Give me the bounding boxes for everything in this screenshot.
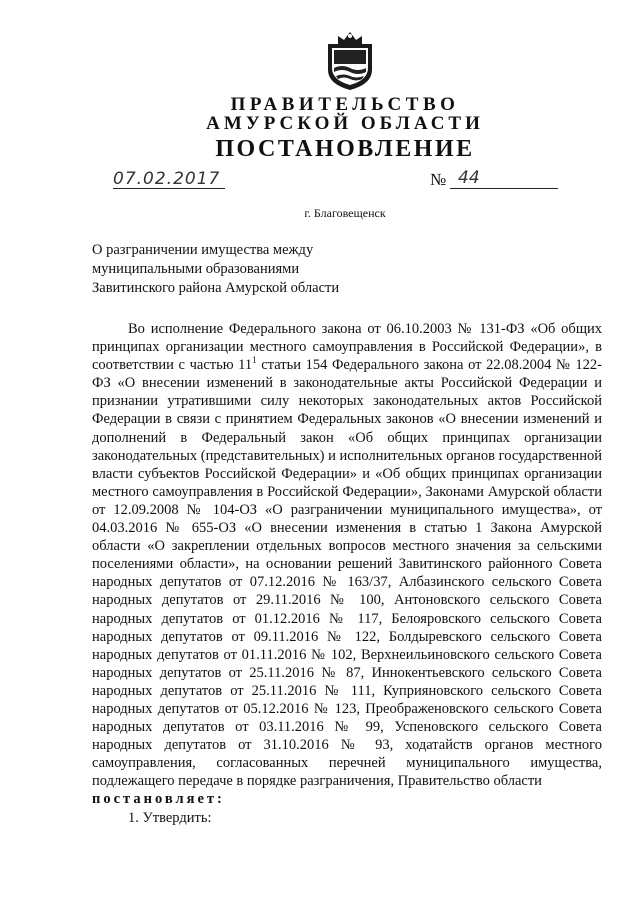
- preamble-text-1: Во исполнение Федерального закона от 06.10.2003 № 131-ФЗ «Об общих принципах организации местного самоуправления в Российской Федерации», в соответствии с частью 11: [92, 321, 602, 374]
- preamble-text-2: статьи 154 Федерального закона от 22.08.2004 № 122-ФЗ «О внесении изменений в законодательные акты Российской Федерации и признании утратившими силу некоторых законодательных актов Российской Федерации в связи с принятием Федеральных законов «О внесении изменений и дополнений в Федеральный закон «Об общих принципах организации законодательных (представительных) и исполнительных органов государственной власти субъектов Российской Федерации» и «Об общих принципах организации местного самоуправления в Российской Федерации», Законами Амурской области от 12.09.2008 № 104-ОЗ «О разграничении муниципального имущества», от 04.03.2016 № 655-ОЗ «О внесении изменения в статью 1 Закона Амурской области «О закреплении отдельных вопросов местного значения за сельскими поселениями области», на основании решений Завитинского районного Совета народных депутатов от 07.12.2016 № 163/37, Албазинского сельского Совета народных депутатов от 29.11.2016 № 100, Антоновского сельского Совета народных депутатов от 01.12.2016 № 117, Белояровского сельского Совета народных депутатов от 09.11.2016 № 122, Болдыревского сельского Совета народных депутатов от 01.11.2016 № 102, Верхнеильиновского сельского Совета народных депутатов от 25.11.2016 № 87, Иннокентьевского сельского Совета народных депутатов от 25.11.2016 № 111, Куприяновского сельского Совета народных депутатов от 05.12.2016 № 123, Преображеновского сельского Совета народных депутатов от 03.11.2016 № 99, Успеновского сельского Совета народных депутатов от 31.10.2016 № 93, ходатайств органов местного самоуправления, согласованных перечней муниципального имущества, подлежащего передаче в порядке разграничения, Правительство области: [92, 357, 602, 790]
- document-subject: О разграничении имущества между муниципальными образованиями Завитинского района Амурской области: [92, 242, 340, 296]
- number-value: 44: [458, 168, 480, 188]
- preamble-paragraph: [92, 320, 602, 790]
- resolves-keyword: постановляет:: [92, 791, 225, 808]
- date-field: [113, 169, 225, 191]
- date-value: 07.02.2017: [113, 169, 221, 189]
- city: г. Благовещенск: [304, 206, 386, 220]
- preamble-superscript: 1: [252, 355, 257, 366]
- amur-region-emblem-icon: [324, 30, 376, 92]
- document-body: [92, 320, 602, 827]
- number-underline: [450, 188, 558, 189]
- document-type: ПОСТАНОВЛЕНИЕ: [215, 136, 475, 162]
- government-title: ПРАВИТЕЛЬСТВО: [230, 94, 460, 115]
- region-title: АМУРСКОЙ ОБЛАСТИ: [206, 113, 484, 134]
- item-1: 1. Утвердить:: [128, 809, 212, 826]
- number-sign: №: [430, 170, 447, 189]
- date-underline: [113, 188, 225, 189]
